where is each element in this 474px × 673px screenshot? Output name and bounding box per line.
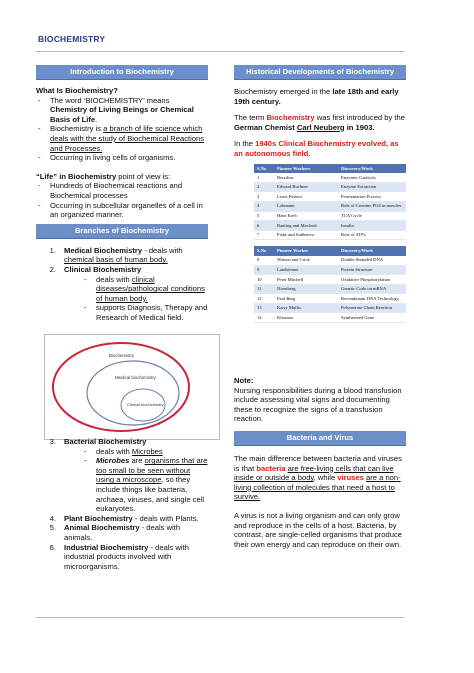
table-row: 11 Nirenberg Genetic Code on mRNA (254, 284, 406, 294)
term-paragraph: The term Biochemistry was first introduced by the German Chemist Carl Neuberg in 1903. (234, 113, 405, 132)
venn-label-middle: Medical biochemistry (115, 375, 156, 380)
venn-label-inner: Clinical biochemistry (127, 402, 164, 407)
header-divider (36, 51, 404, 52)
note-label: Note: (234, 376, 254, 385)
sub-item: - supports Diagnosis, Therapy and Research of Medical field. (84, 303, 208, 322)
branch-item: 6. Industrial Biochemistry - deals with industrial products involved with microorganisms. (49, 542, 189, 571)
left-column (36, 65, 208, 322)
table-row: 3 Louis Pasteur Fermentation Process (254, 192, 406, 202)
right-column-lower (234, 376, 406, 549)
sub-item: - deals with Microbes (84, 446, 163, 456)
bacteria-virus-paragraph-2: A virus is not a living organism and can only grow and reproduce in the cells of a host. Bacteria, by contrast, are single-celled organisms that produce their own energy and can reproduce on their own. (234, 510, 402, 549)
table-header-row: S.No Pioneer Workers Discovery/Work (254, 164, 406, 174)
table-row: 1 Berzilius Enzymes Catalysis (254, 173, 406, 182)
table-row: 5 Hans Kreb TCA Cycle (254, 211, 406, 221)
table-row: 8 Watson and Crick Double Stranded DNA (254, 256, 406, 265)
table-row: 12 Paul Berg Recombinant DNA Technology (254, 294, 406, 304)
table-row: 6 Banting and Macleod Insulin (254, 221, 406, 231)
table-row: 9 Landsteiner Protein Structure (254, 265, 406, 275)
table-row: 10 Peter Mitchell Oxidative Phosphorylation (254, 275, 406, 285)
branch-item: 3. Bacterial Biochemistry (49, 437, 147, 446)
branch-item: 5. Animal Biochemistry - deals with animals. (49, 523, 181, 542)
intro-heading: Introduction to Biochemistry (36, 65, 208, 80)
what-is-heading: What Is Biochemistry? (36, 86, 118, 95)
list-item: - Occurring in living cells of organisms. (38, 153, 176, 163)
bacteria-virus-paragraph-1: The main difference between bacteria and viruses is that bacteria are free-living cells that can live inside or outside a body, while viruses are a non-living collection of molecules that need a host to survive. (234, 453, 402, 502)
pioneers-table-2 (254, 246, 406, 323)
table-row: 4 Lohmann Role of Creatine PO4 in muscles (254, 201, 406, 211)
table-row: 7 Fiske and Subbarow Role of ATPs (254, 230, 406, 240)
table-header-row: S.No Pioneer Worker Discovery/Work (254, 246, 406, 256)
list-item: - The word ‘BIOCHEMISTRY’ means Chemistry of Living Beings or Chemical Basis of Life. (38, 95, 194, 124)
branches-heading: Branches of Biochemistry (36, 224, 208, 239)
branch-item: 1. Medical Biochemistry - deals with chemical basis of human body. (49, 245, 183, 265)
history-heading: Historical Developments of Biochemistry (234, 65, 406, 80)
list-item: - Biochemistry is a branch of life science which deals with the study of Biochemical Reactions and Processes. (38, 124, 205, 153)
note-text: Nursing responsibilities during a blood transfusion include assessing vital signs and documenting these to recognize the signs of a transfusion reaction. (234, 385, 402, 424)
right-column (234, 65, 406, 323)
sub-item: - deals with clinical diseases/pathological conditions of human body. (84, 274, 205, 303)
table-row: 14 Khorana Synthesized Gene (254, 313, 406, 323)
sub-item: - Microbes are organisms that are too small to be seen without using a microscope, so they include things like bacteria, archaea, viruses, and single cell eukaryotes. (84, 456, 208, 514)
pioneers-table-1 (254, 164, 406, 241)
clinical-paragraph: In the 1940s Clinical Biochemistry evolved, as an autonomous field. (234, 139, 399, 158)
list-item: - Occurring in subcellular organelles of a cell in an organized manner. (38, 200, 203, 220)
life-intro: “Life” in Biochemistry point of view is: (36, 171, 171, 181)
table-row: 13 Karry Mullis Polymerase Chain Reaction (254, 303, 406, 313)
venn-label-outer: Biochemistry (109, 353, 135, 358)
left-column-lower (36, 437, 208, 571)
branch-item: 2. Clinical Biochemistry (49, 264, 142, 274)
branch-item: 4. Plant Biochemistry - deals with Plants. (49, 513, 199, 523)
biochemistry-venn-diagram (44, 334, 220, 440)
document-title: BIOCHEMISTRY (38, 34, 106, 44)
footer-divider (36, 617, 404, 618)
middle-ring (87, 361, 179, 425)
table-row: 2 Edward Buchner Enzyme Extraction (254, 182, 406, 192)
bacteria-virus-heading: Bacteria and Virus (234, 431, 406, 446)
list-item: - Hundreds of Biochemical reactions and Biochemical processes (38, 181, 183, 200)
venn-svg (45, 335, 219, 439)
emerged-paragraph: Biochemistry emerged in the late 18th and early 19th century. (234, 87, 399, 106)
